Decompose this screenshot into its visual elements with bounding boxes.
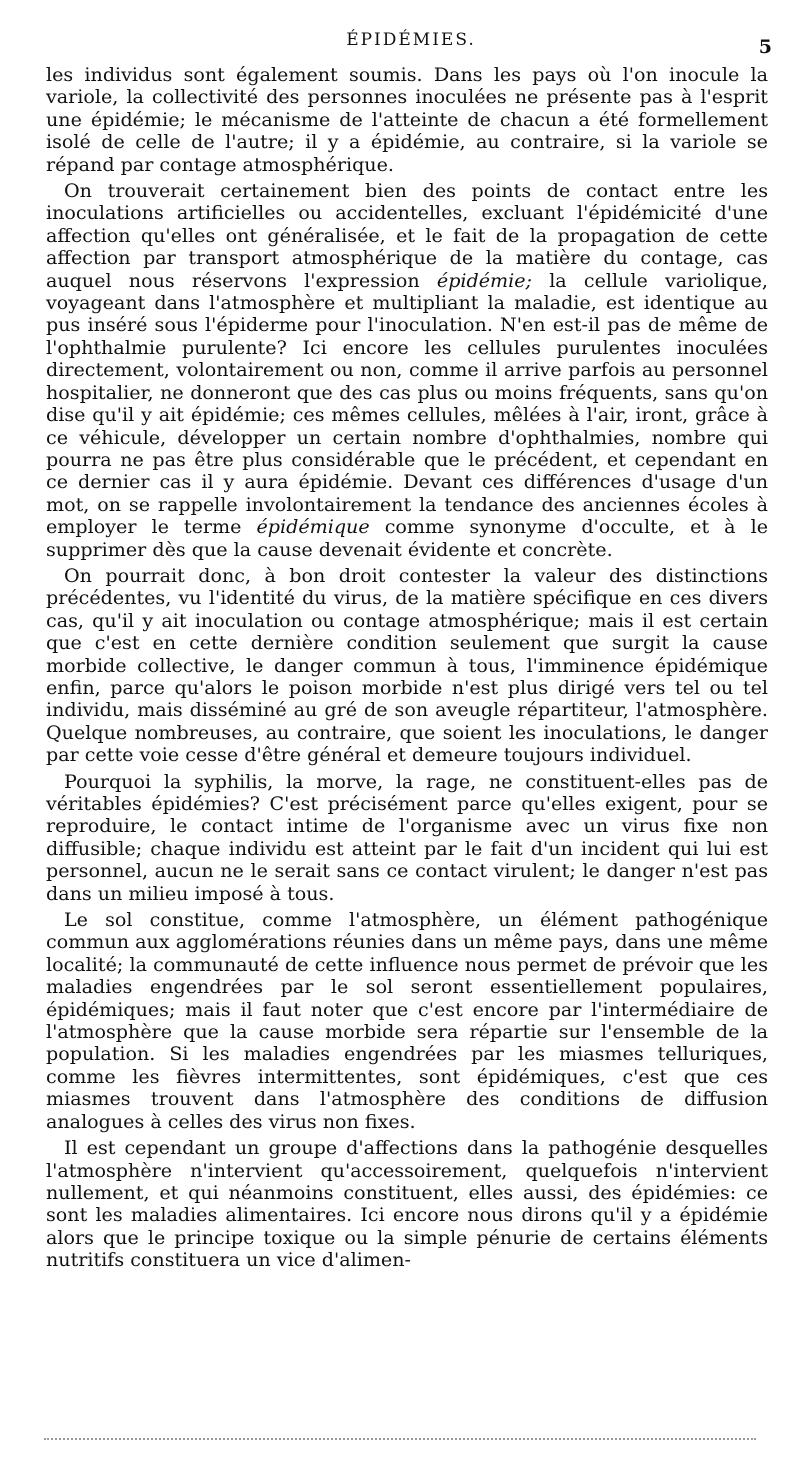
page-number: 5 (758, 36, 772, 58)
paragraph-5: Le sol constitue, comme l'atmosphère, un élément pathogénique commun aux agglomérations réunies dans un même pays, dans une même localité; la communauté de cette influence nous permet de prévoir que les maladies engendrées par le sol seront essentiellement populaires, épidémiques; mais il faut noter que c'est encore par l'intermédiaire de l'atmosphère que la cause morbide sera répartie sur l'ensemble de la population. Si les maladies engendrées par les miasmes telluriques, comme les fièvres intermittentes, sont épidémiques, c'est que ces miasmes trouvent dans l'atmosphère des conditions de diffusion analogues à celles des virus non fixes. (46, 908, 768, 1133)
paragraph-2-part-2: la cellule variolique, voyageant dans l'atmosphère et multipliant la maladie, est identique au pus inséré sous l'épiderme pour l'inoculation. N'en est-il pas de même de l'ophthalmie purulente? Ici encore les cellules purulentes inoculées directement, volontairement ou non, comme il arrive parfois au personnel hospitalier, ne donneront que des cas plus ou moins fréquents, sans qu'on dise qu'il y ait épidémie; ces mêmes cellules, mêlées à l'air, iront, grâce à ce véhicule, développer un certain nombre d'ophthalmies, nombre qui pourra ne pas être plus considérable que le précédent, et cependant en ce dernier cas il y aura épidémie. Devant ces différences d'usage d'un mot, on se rappelle involontairement la tendance des anciennes écoles à employer le terme (46, 268, 768, 539)
running-title: ÉPIDÉMIES. (346, 30, 476, 50)
paragraph-2-part-3: comme synonyme d'occulte, et à le supprimer dès que la cause devenait évidente et concrète. (46, 515, 768, 561)
paragraph-4: Pourquoi la syphilis, la morve, la rage, ne constituent-elles pas de véritables épidémies? C'est précisément parce qu'elles exigent, pour se reproduire, le contact intime de l'organisme avec un virus fixe non diffusible; chaque individu est atteint par le fait d'un incident qui lui est personnel, aucun ne le serait sans ce contact virulent; le danger n'est pas dans un milieu imposé à tous. (46, 769, 768, 905)
paragraph-2 (46, 180, 768, 561)
page-header (46, 30, 776, 60)
paragraph-6: Il est cependant un groupe d'affections dans la pathogénie desquelles l'atmosphère n'intervient qu'accessoirement, quelquefois n'intervient nullement, et qui néanmoins constituent, elles aussi, des épidémies: ce sont les maladies alimentaires. Ici encore nous dirons qu'il y a épidémie alors que le principe toxique ou la simple pénurie de certains éléments nutritifs constituera un vice d'alimen- (46, 1136, 768, 1272)
paragraph-3: On pourrait donc, à bon droit contester la valeur des distinctions précédentes, vu l'identité du virus, de la matière spécifique en ces divers cas, qu'il y ait inoculation ou contage atmosphérique; mais il est certain que c'est en cette dernière condition seulement que surgit la cause morbide collective, le danger commun à tous, l'imminence épidémique enfin, parce qu'alors le poison morbide n'est plus dirigé vers tel ou tel individu, mais disséminé au gré de son aveugle répartiteur, l'atmosphère. Quelque nombreuses, au contraire, que soient les inoculations, le danger par cette voie cesse d'être général et demeure toujours individuel. (46, 563, 768, 767)
paragraph-1: les individus sont également soumis. Dans les pays où l'on inocule la variole, la collectivité des personnes inoculées ne présente pas à l'esprit une épidémie; le mécanisme de l'atteinte de chacun a été formellement isolé de celle de l'autre; il y a épidémie, au contraire, si la variole se répand par contage atmosphérique. (46, 63, 768, 176)
italic-term-epidemique: épidémique (256, 515, 370, 539)
paragraph-2-part-1: On trouverait certainement bien des points de contact entre les inoculations artificielles ou accidentelles, excluant l'épidémicité d'une affection qu'elles ont généralisée, et le fait de la propagation de cette affection par transport atmosphérique de la matière du contage, cas auquel nous réservons l'expression (46, 179, 768, 292)
footer-dotted-rule (44, 1438, 756, 1440)
body-text (46, 64, 768, 1276)
italic-term-epidemie: épidémie; (436, 268, 532, 292)
